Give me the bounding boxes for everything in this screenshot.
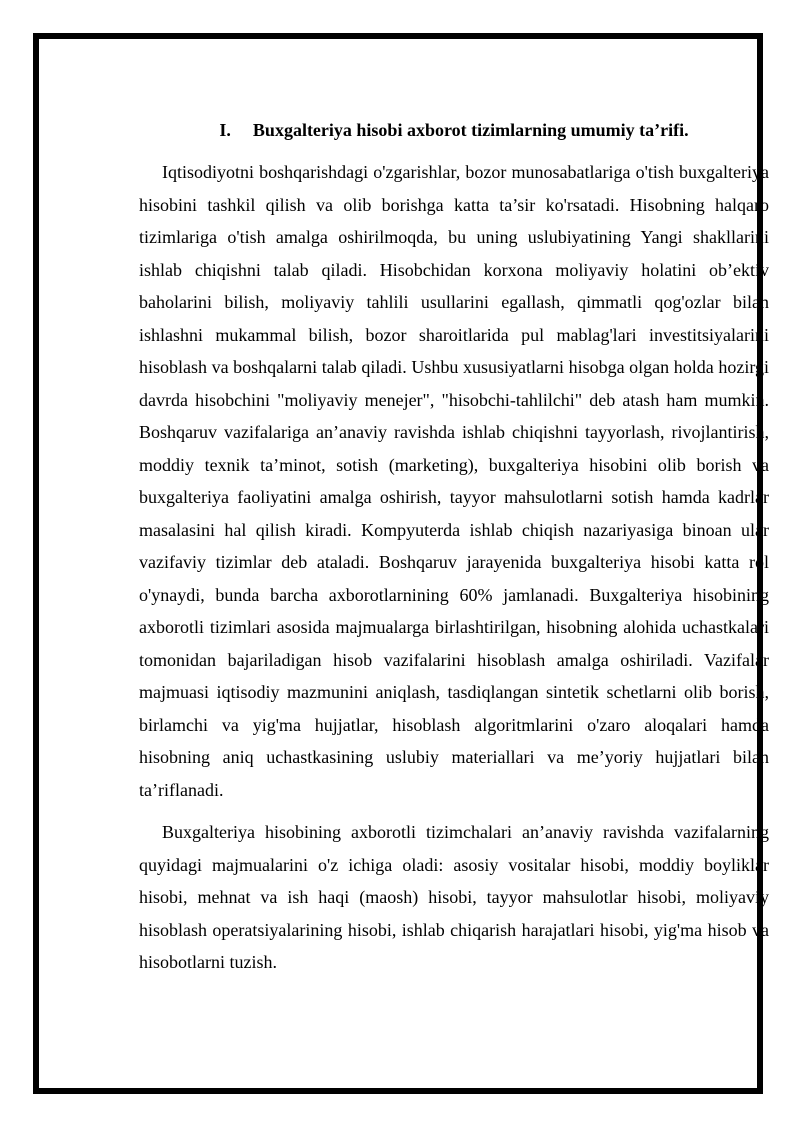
paragraph-2: Buxgalteriya hisobining axborotli tizimchalari an’anaviy ravishda vazifalarning quyidagi majmualarini o'z ichiga oladi: asosiy vositalar hisobi, moddiy boyliklar hisobi, mehnat va ish haqi (maosh) hisobi, tayyor mahsulotlar hisobi, moliyaviy hisoblash operatsiyalarining hisobi, ishlab chiqarish harajatlari hisobi, yig'ma hisob va hisobotlarni tuzish. xyxy=(139,822,769,972)
document-body xyxy=(139,118,769,989)
section-number: I. xyxy=(219,120,231,140)
section-title: Buxgalteriya hisobi axborot tizimlarning umumiy ta’rifi. xyxy=(252,120,689,140)
section-heading xyxy=(139,118,769,142)
paragraph-1: Iqtisodiyotni boshqarishdagi o'zgarishlar, bozor munosabatlariga o'tish buxgalteriya hisobini tashkil qilish va olib borishga katta ta’sir ko'rsatadi. Hisobning halqaro tizimlariga o'tish amalga oshirilmoqda, bu uning uslubiyatining Yangi shakllarini ishlab chiqishni talab qiladi. Hisobchidan korxona moliyaviy holatini ob’ektiv baholarini bilish, moliyaviy tahlili usullarini egallash, qimmatli qog'ozlar bilan ishlashni mukammal bilish, bozor sharoitlarida pul mablag'lari investitsiyalarini hisoblash va boshqalarni talab qiladi. Ushbu xususiyatlarni hisobga olgan holda hozirgi davrda hisobchini "moliyaviy menejer", "hisobchi-tahlilchi" deb atash ham mumkin. Boshqaruv vazifalariga an’anaviy ravishda ishlab chiqishni tayyorlash, rivojlantirish, moddiy texnik ta’minot, sotish (marketing), buxgalteriya hisobini olib borish va buxgalteriya faoliyatini amalga oshirish, tayyor mahsulotlarni sotish hamda kadrlar masalasini hal qilish kiradi. Kompyuterda ishlab chiqish nazariyasiga binoan ular vazifaviy tizimlar deb ataladi. Boshqaruv jarayenida buxgalteriya hisobi katta rol o'ynaydi, bunda barcha axborotlarnining 60% jamlanadi. Buxgalteriya hisobining axborotli tizimlari asosida majmualarga birlashtirilgan, hisobning alohida uchastkalari tomonidan bajariladigan hisob vazifalarini hisoblash amalga oshiriladi. Vazifalar majmuasi iqtisodiy mazmunini aniqlash, tasdiqlangan sintetik schetlarni olib borish, birlamchi va yig'ma hujjatlar, hisoblash algoritmlarini o'zaro aloqalari hamda hisobning aniq uchastkasining uslubiy materiallari va me’yoriy hujjatlari bilan ta’riflanadi. xyxy=(139,162,769,800)
